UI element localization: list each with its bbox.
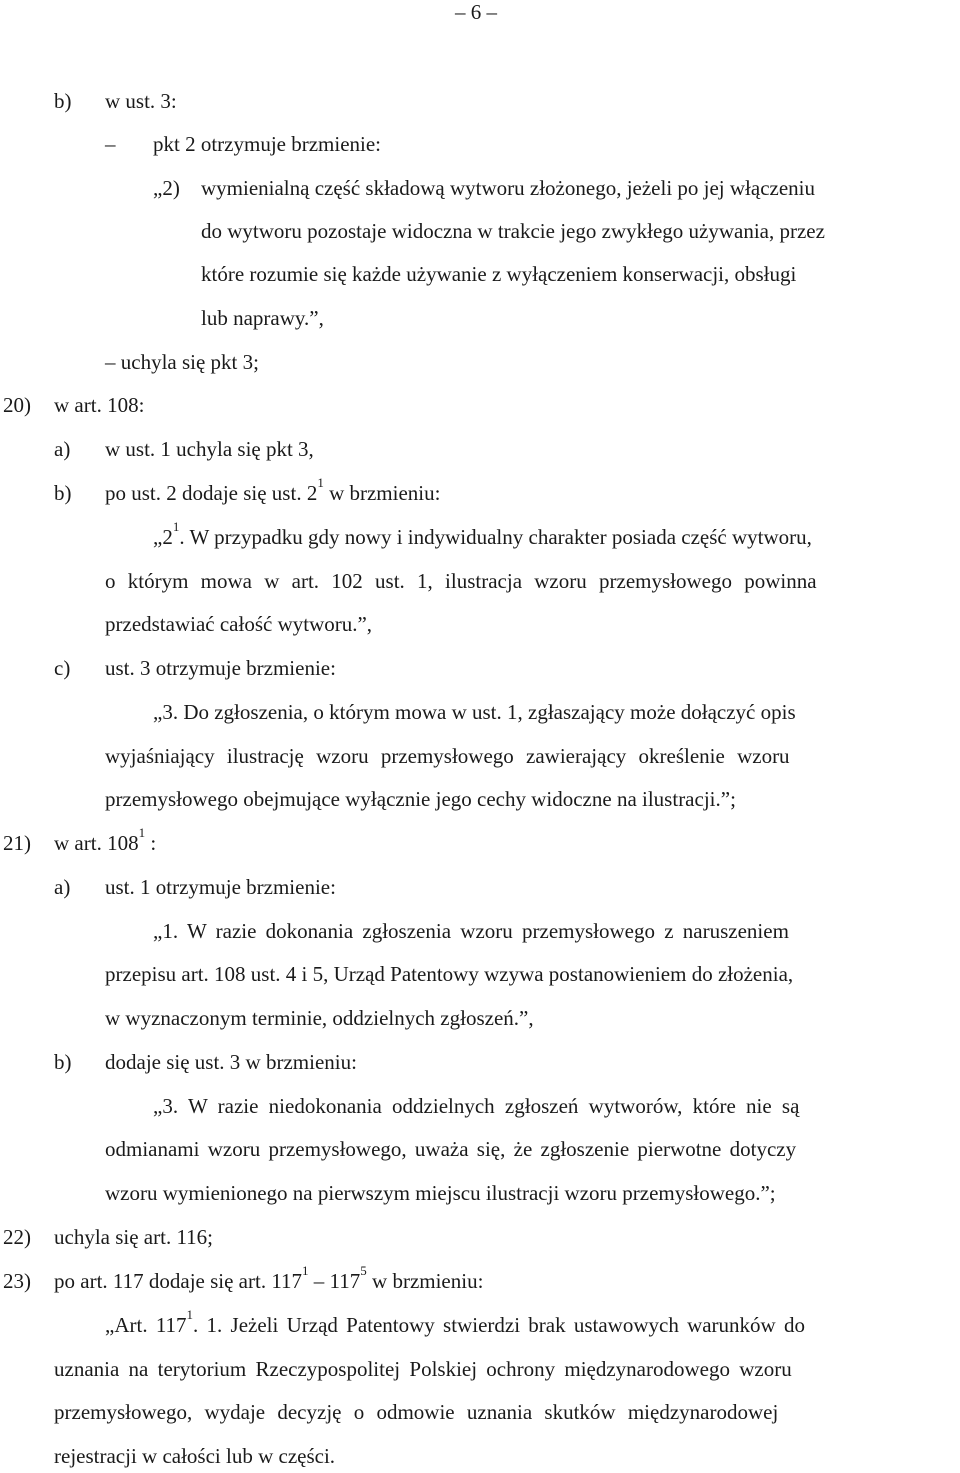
list-item-text: – uchyla się pkt 3; [105, 350, 259, 374]
paragraph-line: do wytworu pozostaje widoczna w trakcie jego zwykłego używania, przez [201, 219, 825, 243]
dash-marker: – [105, 132, 116, 156]
paragraph-line: „1. W razie dokonania zgłoszenia wzoru przemysłowego z naruszeniem [153, 919, 789, 943]
list-item-text: pkt 2 otrzymuje brzmienie: [153, 132, 382, 156]
paragraph-line: które rozumie się każde używanie z wyłączeniem konserwacji, obsługi [201, 262, 797, 286]
list-marker: b) [54, 1050, 72, 1074]
list-item-text: ust. 1 otrzymuje brzmienie: [105, 875, 336, 899]
list-marker: b) [54, 481, 72, 505]
superscript: 1 [138, 825, 146, 840]
page-number: – 6 – [455, 0, 497, 24]
text: po ust. 2 dodaje się ust. 2 [105, 481, 318, 505]
paragraph-line [105, 1307, 805, 1340]
list-marker: c) [54, 656, 71, 680]
list-marker: a) [54, 875, 71, 899]
paragraph-line [153, 519, 812, 552]
paragraph-line: „3. Do zgłoszenia, o którym mowa w ust. 1, zgłaszający może dołączyć opis [153, 700, 796, 724]
list-marker: 21) [3, 831, 31, 855]
text: : [145, 831, 157, 855]
list-item-text: w ust. 3: [105, 89, 177, 113]
text: „Art. 117 [105, 1313, 187, 1337]
paragraph-line: „3. W razie niedokonania oddzielnych zgłoszeń wytworów, które nie są [153, 1094, 800, 1118]
list-marker: b) [54, 89, 72, 113]
text: – 117 [308, 1269, 361, 1293]
list-item-text [54, 1263, 484, 1296]
paragraph-line: o którym mowa w art. 102 ust. 1, ilustracja wzoru przemysłowego powinna [105, 569, 817, 593]
paragraph-line [201, 173, 957, 203]
paragraph-line: w wyznaczonym terminie, oddzielnych zgłoszeń.”, [105, 1006, 534, 1030]
text: w brzmieniu: [366, 1269, 484, 1293]
list-marker: 23) [3, 1269, 31, 1293]
line-text: wymienialną część składową wytworu złożonego, jeżeli po jej włączeniu [201, 176, 816, 200]
list-item-text: w ust. 1 uchyla się pkt 3, [105, 437, 314, 461]
paragraph-line: przemysłowego, wydaje decyzję o odmowie uznania skutków międzynarodowej [54, 1400, 779, 1424]
superscript: 1 [317, 475, 324, 490]
paragraph-line: wyjaśniający ilustrację wzoru przemysłowego zawierający określenie wzoru [105, 744, 790, 768]
superscript: 1 [172, 519, 180, 534]
paragraph-line: przepisu art. 108 ust. 4 i 5, Urząd Patentowy wzywa postanowieniem do złożenia, [105, 962, 794, 986]
text: w art. 108 [54, 831, 139, 855]
list-item-text: uchyla się art. 116; [54, 1225, 214, 1249]
list-item-text [54, 825, 157, 858]
superscript: 1 [186, 1307, 194, 1322]
text: w brzmieniu: [323, 481, 441, 505]
text: „2 [153, 525, 173, 549]
paragraph-line: odmianami wzoru przemysłowego, uważa się, że zgłoszenie pierwotne dotyczy [105, 1137, 797, 1161]
list-marker: a) [54, 437, 71, 461]
text: . W przypadku gdy nowy i indywidualny charakter posiada część wytworu, [179, 525, 812, 549]
superscript: 5 [360, 1263, 367, 1278]
paragraph-line: wzoru wymienionego na pierwszym miejscu ilustracji wzoru przemysłowego.”; [105, 1181, 776, 1205]
paragraph-line: rejestracji w całości lub w części. [54, 1444, 336, 1468]
text: . 1. Jeżeli Urząd Patentowy stwierdzi brak ustawowych warunków do [193, 1313, 805, 1337]
list-marker: „2) [153, 176, 180, 200]
list-item-text: w art. 108: [54, 393, 145, 417]
list-item-text: ust. 3 otrzymuje brzmienie: [105, 656, 336, 680]
superscript: 1 [302, 1263, 309, 1278]
list-marker: 20) [3, 393, 31, 417]
list-item-text [105, 475, 441, 508]
list-item-text: dodaje się ust. 3 w brzmieniu: [105, 1050, 357, 1074]
text: po art. 117 dodaje się art. 117 [54, 1269, 303, 1293]
paragraph-line: przedstawiać całość wytworu.”, [105, 612, 373, 636]
list-marker: 22) [3, 1225, 31, 1249]
paragraph-line: przemysłowego obejmujące wyłącznie jego cechy widoczne na ilustracji.”; [105, 787, 736, 811]
paragraph-line: lub naprawy.”, [201, 306, 324, 330]
paragraph-line: uznania na terytorium Rzeczypospolitej Polskiej ochrony międzynarodowego wzoru [54, 1357, 792, 1381]
